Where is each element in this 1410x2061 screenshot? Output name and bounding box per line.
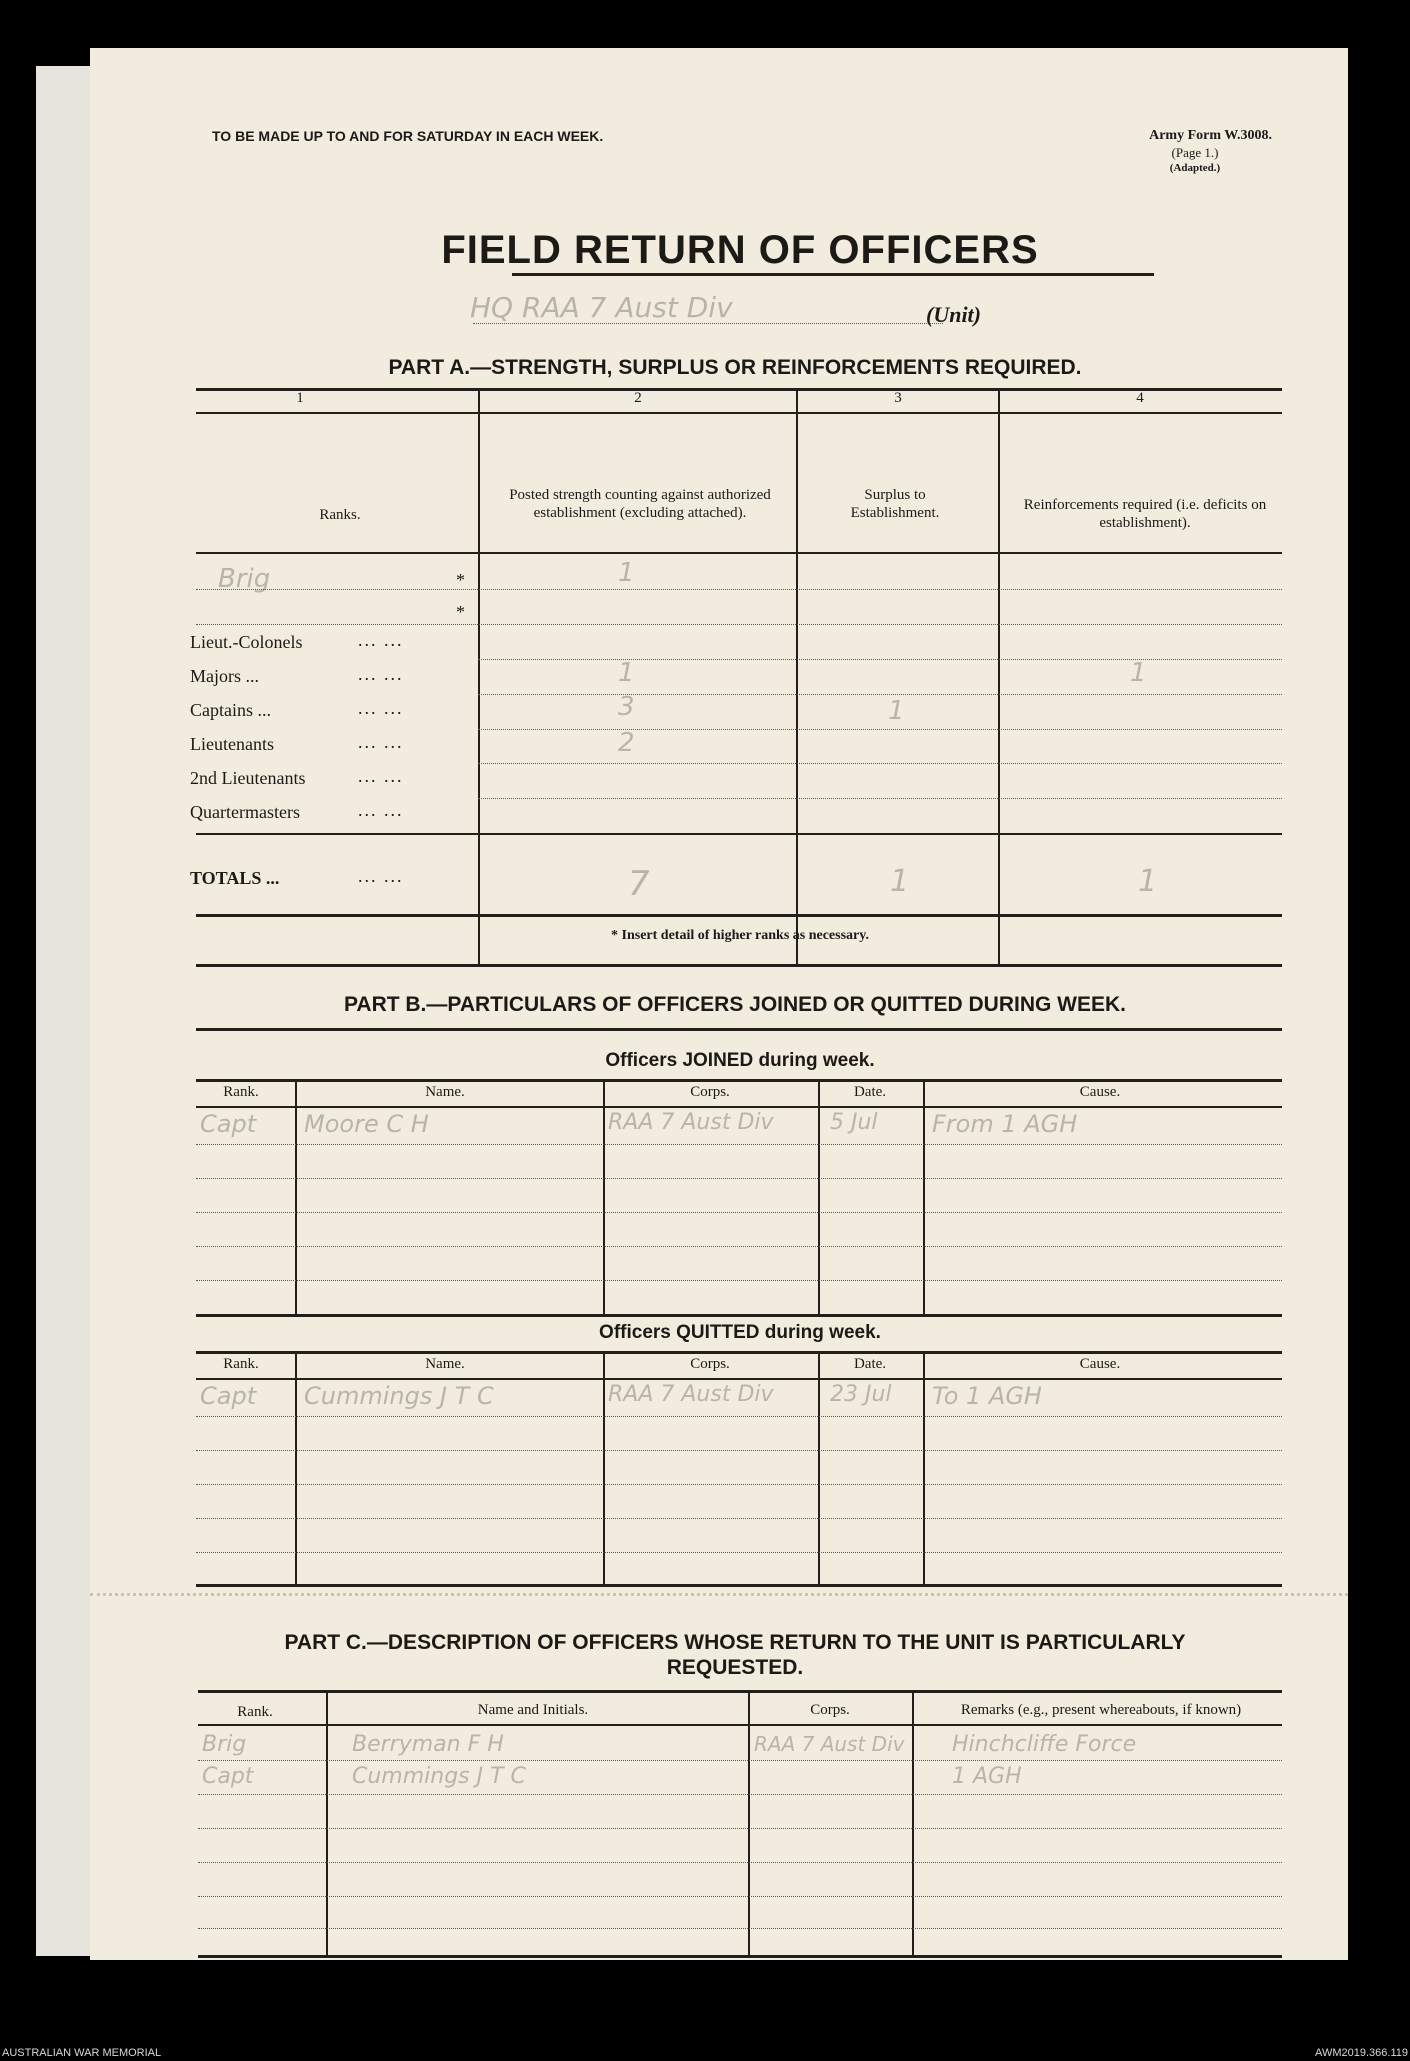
part-c-name: Berryman F H [352, 1732, 504, 1757]
posted-value: 1 [618, 658, 635, 688]
posted-value: 3 [618, 692, 635, 722]
header-surplus: Surplus to Establishment. [850, 487, 940, 521]
joined-corps: RAA 7 Aust Div [608, 1110, 774, 1135]
star-marker: * [456, 570, 465, 590]
joined-title: Officers JOINED during week. [605, 1050, 875, 1071]
footnote: * Insert detail of higher ranks as necessary. [611, 928, 869, 943]
quitted-rank: Capt [200, 1382, 257, 1410]
col-number-4: 4 [1136, 390, 1144, 406]
unit-label: (Unit) [926, 302, 981, 327]
part-a-title: PART A.—STRENGTH, SURPLUS OR REINFORCEMENTS REQUIRED. [388, 356, 1082, 379]
col-rank: Rank. [237, 1704, 273, 1720]
archive-credit: AUSTRALIAN WAR MEMORIAL [2, 2047, 162, 2059]
star-marker: * [456, 602, 465, 622]
surplus-value: 1 [888, 696, 905, 726]
part-c-remarks: Hinchcliffe Force [952, 1732, 1137, 1757]
part-b-title: PART B.—PARTICULARS OF OFFICERS JOINED OR QUITTED DURING WEEK. [343, 993, 1127, 1016]
form-sheet [90, 48, 1348, 1960]
quitted-date: 23 Jul [830, 1382, 892, 1407]
totals-reinforcements: 1 [1138, 864, 1158, 899]
perforation-line [90, 1593, 1348, 1596]
part-c-name: Cummings J T C [352, 1764, 526, 1789]
header-ranks: Ranks. [319, 507, 361, 523]
dot-leader: ... ... [358, 800, 404, 820]
part-c-title: PART C.—DESCRIPTION OF OFFICERS WHOSE RETURN TO THE UNIT IS PARTICULARLY [284, 1631, 1186, 1654]
col-corps: Corps. [690, 1356, 730, 1372]
page-number: (Page 1.) [1171, 145, 1219, 160]
page-title: FIELD RETURN OF OFFICERS [441, 228, 1039, 272]
quitted-name: Cummings J T C [304, 1382, 494, 1410]
quitted-cause: To 1 AGH [932, 1382, 1042, 1410]
dot-leader: ... ... [358, 630, 404, 650]
col-cause: Cause. [1079, 1356, 1121, 1372]
quitted-title: Officers QUITTED during week. [599, 1322, 881, 1343]
col-number-2: 2 [634, 390, 642, 406]
rank-label: Quartermasters [190, 802, 300, 822]
part-c-corps: RAA 7 Aust Div [754, 1732, 905, 1756]
dot-leader: ... ... [358, 698, 404, 718]
col-date: Date. [853, 1356, 887, 1372]
handwritten-rank: Brig [218, 564, 271, 594]
dot-leader: ... ... [358, 766, 404, 786]
form-number: Army Form W.3008. [1149, 128, 1272, 143]
col-number-1: 1 [296, 390, 304, 406]
col-rank: Rank. [223, 1356, 259, 1372]
joined-cause: From 1 AGH [932, 1110, 1078, 1138]
archive-id: AWM2019.366.119 [1315, 2047, 1408, 2059]
weekly-note: TO BE MADE UP TO AND FOR SATURDAY IN EACH WEEK. [212, 128, 604, 144]
col-rank: Rank. [223, 1084, 259, 1100]
totals-posted: 7 [628, 864, 650, 904]
rank-label: Majors ... [190, 666, 259, 686]
posted-value: 2 [618, 728, 635, 758]
col-name: Name. [425, 1084, 465, 1100]
col-corps: Corps. [810, 1702, 850, 1718]
part-c-title-cont: REQUESTED. [666, 1656, 804, 1679]
part-c-remarks: 1 AGH [952, 1764, 1022, 1789]
unit-handwritten: HQ RAA 7 Aust Div [470, 291, 733, 324]
totals-label: TOTALS ... [190, 868, 280, 888]
dot-leader: ... ... [358, 866, 404, 886]
col-name-initials: Name and Initials. [477, 1702, 589, 1718]
totals-surplus: 1 [890, 864, 910, 899]
col-remarks: Remarks (e.g., present whereabouts, if known) [960, 1702, 1242, 1718]
col-number-3: 3 [894, 390, 902, 406]
dot-leader: ... ... [358, 732, 404, 752]
quitted-corps: RAA 7 Aust Div [608, 1382, 774, 1407]
rank-label: 2nd Lieutenants [190, 768, 306, 788]
header-posted-strength: Posted strength counting against authorized establishment (excluding attached). [509, 487, 771, 521]
joined-date: 5 Jul [830, 1110, 878, 1135]
joined-name: Moore C H [304, 1110, 429, 1138]
rank-label: Captains ... [190, 700, 271, 720]
col-date: Date. [853, 1084, 887, 1100]
part-c-rank: Capt [202, 1764, 254, 1789]
rank-label: Lieutenants [190, 734, 274, 754]
col-cause: Cause. [1079, 1084, 1121, 1100]
rank-label: Lieut.-Colonels [190, 632, 303, 652]
adapted-note: (Adapted.) [1169, 162, 1221, 174]
col-corps: Corps. [690, 1084, 730, 1100]
dot-leader: ... ... [358, 664, 404, 684]
header-reinforcements: Reinforcements required (i.e. deficits on establishment). [1023, 497, 1267, 531]
reinforcement-value: 1 [1130, 658, 1147, 688]
part-c-rank: Brig [202, 1732, 247, 1757]
col-name: Name. [425, 1356, 465, 1372]
posted-value: 1 [618, 558, 635, 588]
joined-rank: Capt [200, 1110, 257, 1138]
